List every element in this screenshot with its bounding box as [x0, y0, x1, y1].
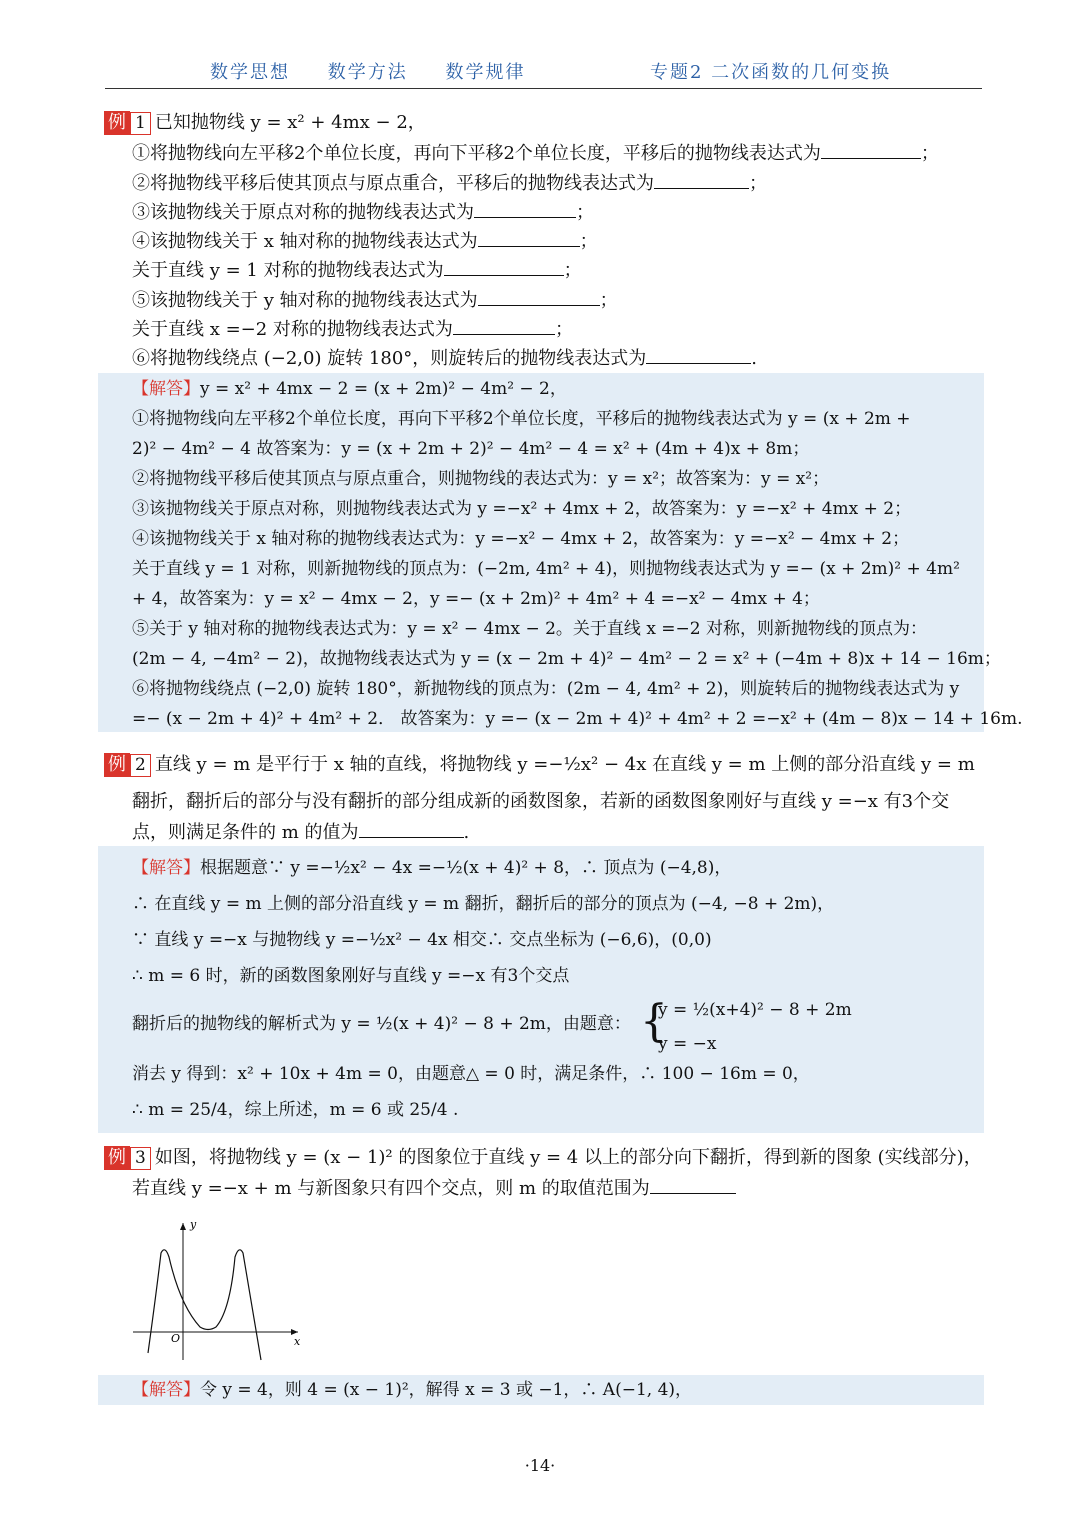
ex1-intro-line: [104, 110, 426, 136]
example-tag: 例 1: [104, 111, 151, 135]
ex1-item: ③该抛物线关于原点对称的抛物线表达式为 ；: [132, 199, 594, 226]
ex1-item: ⑥将抛物线绕点 (−2,0) 旋转 180°，则旋转后的抛物线表达式为 .: [132, 345, 757, 372]
answer-blank[interactable]: [444, 257, 564, 276]
header-item: 数学方法: [327, 62, 408, 83]
header-title: 专题2 二次函数的几何变换: [650, 62, 892, 83]
system-eq: y = ½(x+4)² − 8 + 2m: [658, 1000, 852, 1020]
ex2-answer-line: ∵ 直线 y =−x 与抛物线 y =−½x² − 4x 相交∴ 交点坐标为 (−6,6)，(0,0): [132, 930, 712, 950]
ex3-answer-line: 【解答】令 y = 4，则 4 = (x − 1)²，解得 x = 3 或 −1，∴ A(−1, 4)，: [132, 1380, 693, 1400]
answer-blank[interactable]: [359, 819, 464, 838]
answer-blank[interactable]: [646, 345, 751, 364]
ex3-graph: [128, 1215, 328, 1365]
ex1-answer-line: ④该抛物线关于 x 轴对称的抛物线表达式为：y =−x² − 4mx + 2，故答案为：y =−x² − 4mx + 2；: [132, 529, 910, 549]
ex1-item: ④该抛物线关于 x 轴对称的抛物线表达式为 ；: [132, 228, 598, 255]
ex1-answer-line: 关于直线 y = 1 对称，则新抛物线的顶点为：(−2m, 4m² + 4)，则抛物线表达式为 y =− (x + 2m)² + 4m²: [132, 559, 960, 579]
page-header: [105, 56, 982, 89]
example-tag: 例 3: [104, 1146, 151, 1170]
answer-blank[interactable]: [650, 1175, 736, 1194]
ex3-line: 若直线 y =−x + m 与新图象只有四个交点，则 m 的取值范围为: [132, 1175, 736, 1202]
ex2-line: 翻折，翻折后的部分与没有翻折的部分组成新的函数图象，若新的函数图象刚好与直线 y =−x 有3个交: [132, 791, 950, 812]
ex1-answer-line: =− (x − 2m + 4)² + 4m² + 2． 故答案为：y =− (x − 2m + 4)² + 4m² + 2 =−x² + (4m − 8)x − 14 + 16m.: [132, 709, 1023, 729]
system-eq: y = −x: [658, 1034, 717, 1054]
ex1-answer-line: + 4，故答案为：y = x² − 4mx − 2，y =− (x + 2m)² + 4m² + 4 =−x² − 4mx + 4；: [132, 589, 820, 609]
header-left: [210, 58, 555, 84]
answer-blank[interactable]: [474, 199, 576, 218]
answer-blank[interactable]: [478, 228, 580, 247]
ex1-answer-line: ③该抛物线关于原点对称，则抛物线表达式为 y =−x² + 4mx + 2，故答案为：y =−x² + 4mx + 2；: [132, 499, 912, 519]
answer-blank[interactable]: [453, 316, 555, 335]
ex1-item: 关于直线 x =−2 对称的抛物线表达式为 ；: [132, 316, 573, 343]
ex2-answer-line: ∴ m = 6 时，新的函数图象刚好与直线 y =−x 有3个交点: [132, 966, 570, 986]
ex1-item: ①将抛物线向左平移2个单位长度，再向下平移2个单位长度，平移后的抛物线表达式为 ；: [132, 140, 939, 167]
x-axis-label: x: [294, 1335, 301, 1348]
y-axis-label: y: [190, 1218, 197, 1231]
ex1-intro: 已知抛物线 y = x² + 4mx − 2，: [154, 112, 426, 133]
page-number: ·14·: [524, 1456, 556, 1475]
answer-blank[interactable]: [478, 287, 600, 306]
origin-label: O: [171, 1332, 181, 1345]
ex2-answer-line: 翻折后的抛物线的解析式为 y = ½(x + 4)² − 8 + 2m，由题意：: [132, 1014, 631, 1034]
ex2-answer-line: ∴ 在直线 y = m 上侧的部分沿直线 y = m 翻折，翻折后的部分的顶点为 (−4, −8 + 2m)，: [132, 894, 835, 914]
ex1-item: ②将抛物线平移后使其顶点与原点重合，平移后的抛物线表达式为 ；: [132, 170, 767, 197]
ex1-item: 关于直线 y = 1 对称的抛物线表达式为 ；: [132, 257, 582, 284]
ex2-line: 例 2 直线 y = m 是平行于 x 轴的直线，将抛物线 y =−½x² − 4x 在直线 y = m 上侧的部分沿直线 y = m: [104, 752, 975, 778]
ex1-answer-line: 2)² − 4m² − 4 故答案为：y = (x + 2m + 2)² − 4m² − 4 = x² + (4m + 4)x + 8m；: [132, 439, 810, 459]
y-axis-arrow: [180, 1223, 186, 1230]
ex1-item: ⑤该抛物线关于 y 轴对称的抛物线表达式为 ；: [132, 287, 618, 314]
ex1-answer-line: ①将抛物线向左平移2个单位长度，再向下平移2个单位长度，平移后的抛物线表达式为 y = (x + 2m +: [132, 409, 911, 429]
ex1-answer-line: ⑤关于 y 轴对称的抛物线表达式为：y = x² − 4mx − 2。关于直线 x =−2 对称，则新抛物线的顶点为：: [132, 619, 928, 639]
ex1-answer-line: ②将抛物线平移后使其顶点与原点重合，则抛物线的表达式为：y = x²；故答案为：y = x²；: [132, 469, 830, 489]
ex1-answer-line: (2m − 4, −4m² − 2)，故抛物线表达式为 y = (x − 2m + 4)² − 4m² − 2 = x² + (−4m + 8)x + 14 − 16m；: [132, 649, 1001, 669]
folded-parabola-curve: [148, 1250, 261, 1360]
brace: {: [640, 996, 668, 1047]
ex2-answer-line: 消去 y 得到：x² + 10x + 4m = 0，由题意△ = 0 时，满足条件，∴ 100 − 16m = 0，: [132, 1064, 810, 1084]
ex3-line: 例 3 如图，将抛物线 y = (x − 1)² 的图象位于直线 y = 4 以上的部分向下翻折，得到新的图象 (实线部分)，: [104, 1145, 982, 1171]
ex2-line: 点，则满足条件的 m 的值为 .: [132, 819, 469, 846]
header-item: 数学思想: [210, 62, 290, 83]
ex1-answer-line: ⑥将抛物线绕点 (−2,0) 旋转 180°，新抛物线的顶点为：(2m − 4, 4m² + 2)，则旋转后的抛物线表达式为 y: [132, 679, 960, 699]
ex2-answer-line: 【解答】根据题意∵ y =−½x² − 4x =−½(x + 4)² + 8，∴ 顶点为 (−4,8)，: [132, 858, 732, 878]
ex2-answer-box: [98, 846, 984, 1133]
ex1-answer-line: 【解答】y = x² + 4mx − 2 = (x + 2m)² − 4m² − 2，: [132, 379, 567, 399]
header-item: 数学规律: [445, 62, 526, 83]
example-tag: 例 2: [104, 753, 151, 777]
ex2-answer-line: ∴ m = 25/4，综上所述，m = 6 或 25/4 .: [132, 1100, 459, 1120]
answer-blank[interactable]: [821, 140, 921, 159]
answer-blank[interactable]: [654, 170, 749, 189]
